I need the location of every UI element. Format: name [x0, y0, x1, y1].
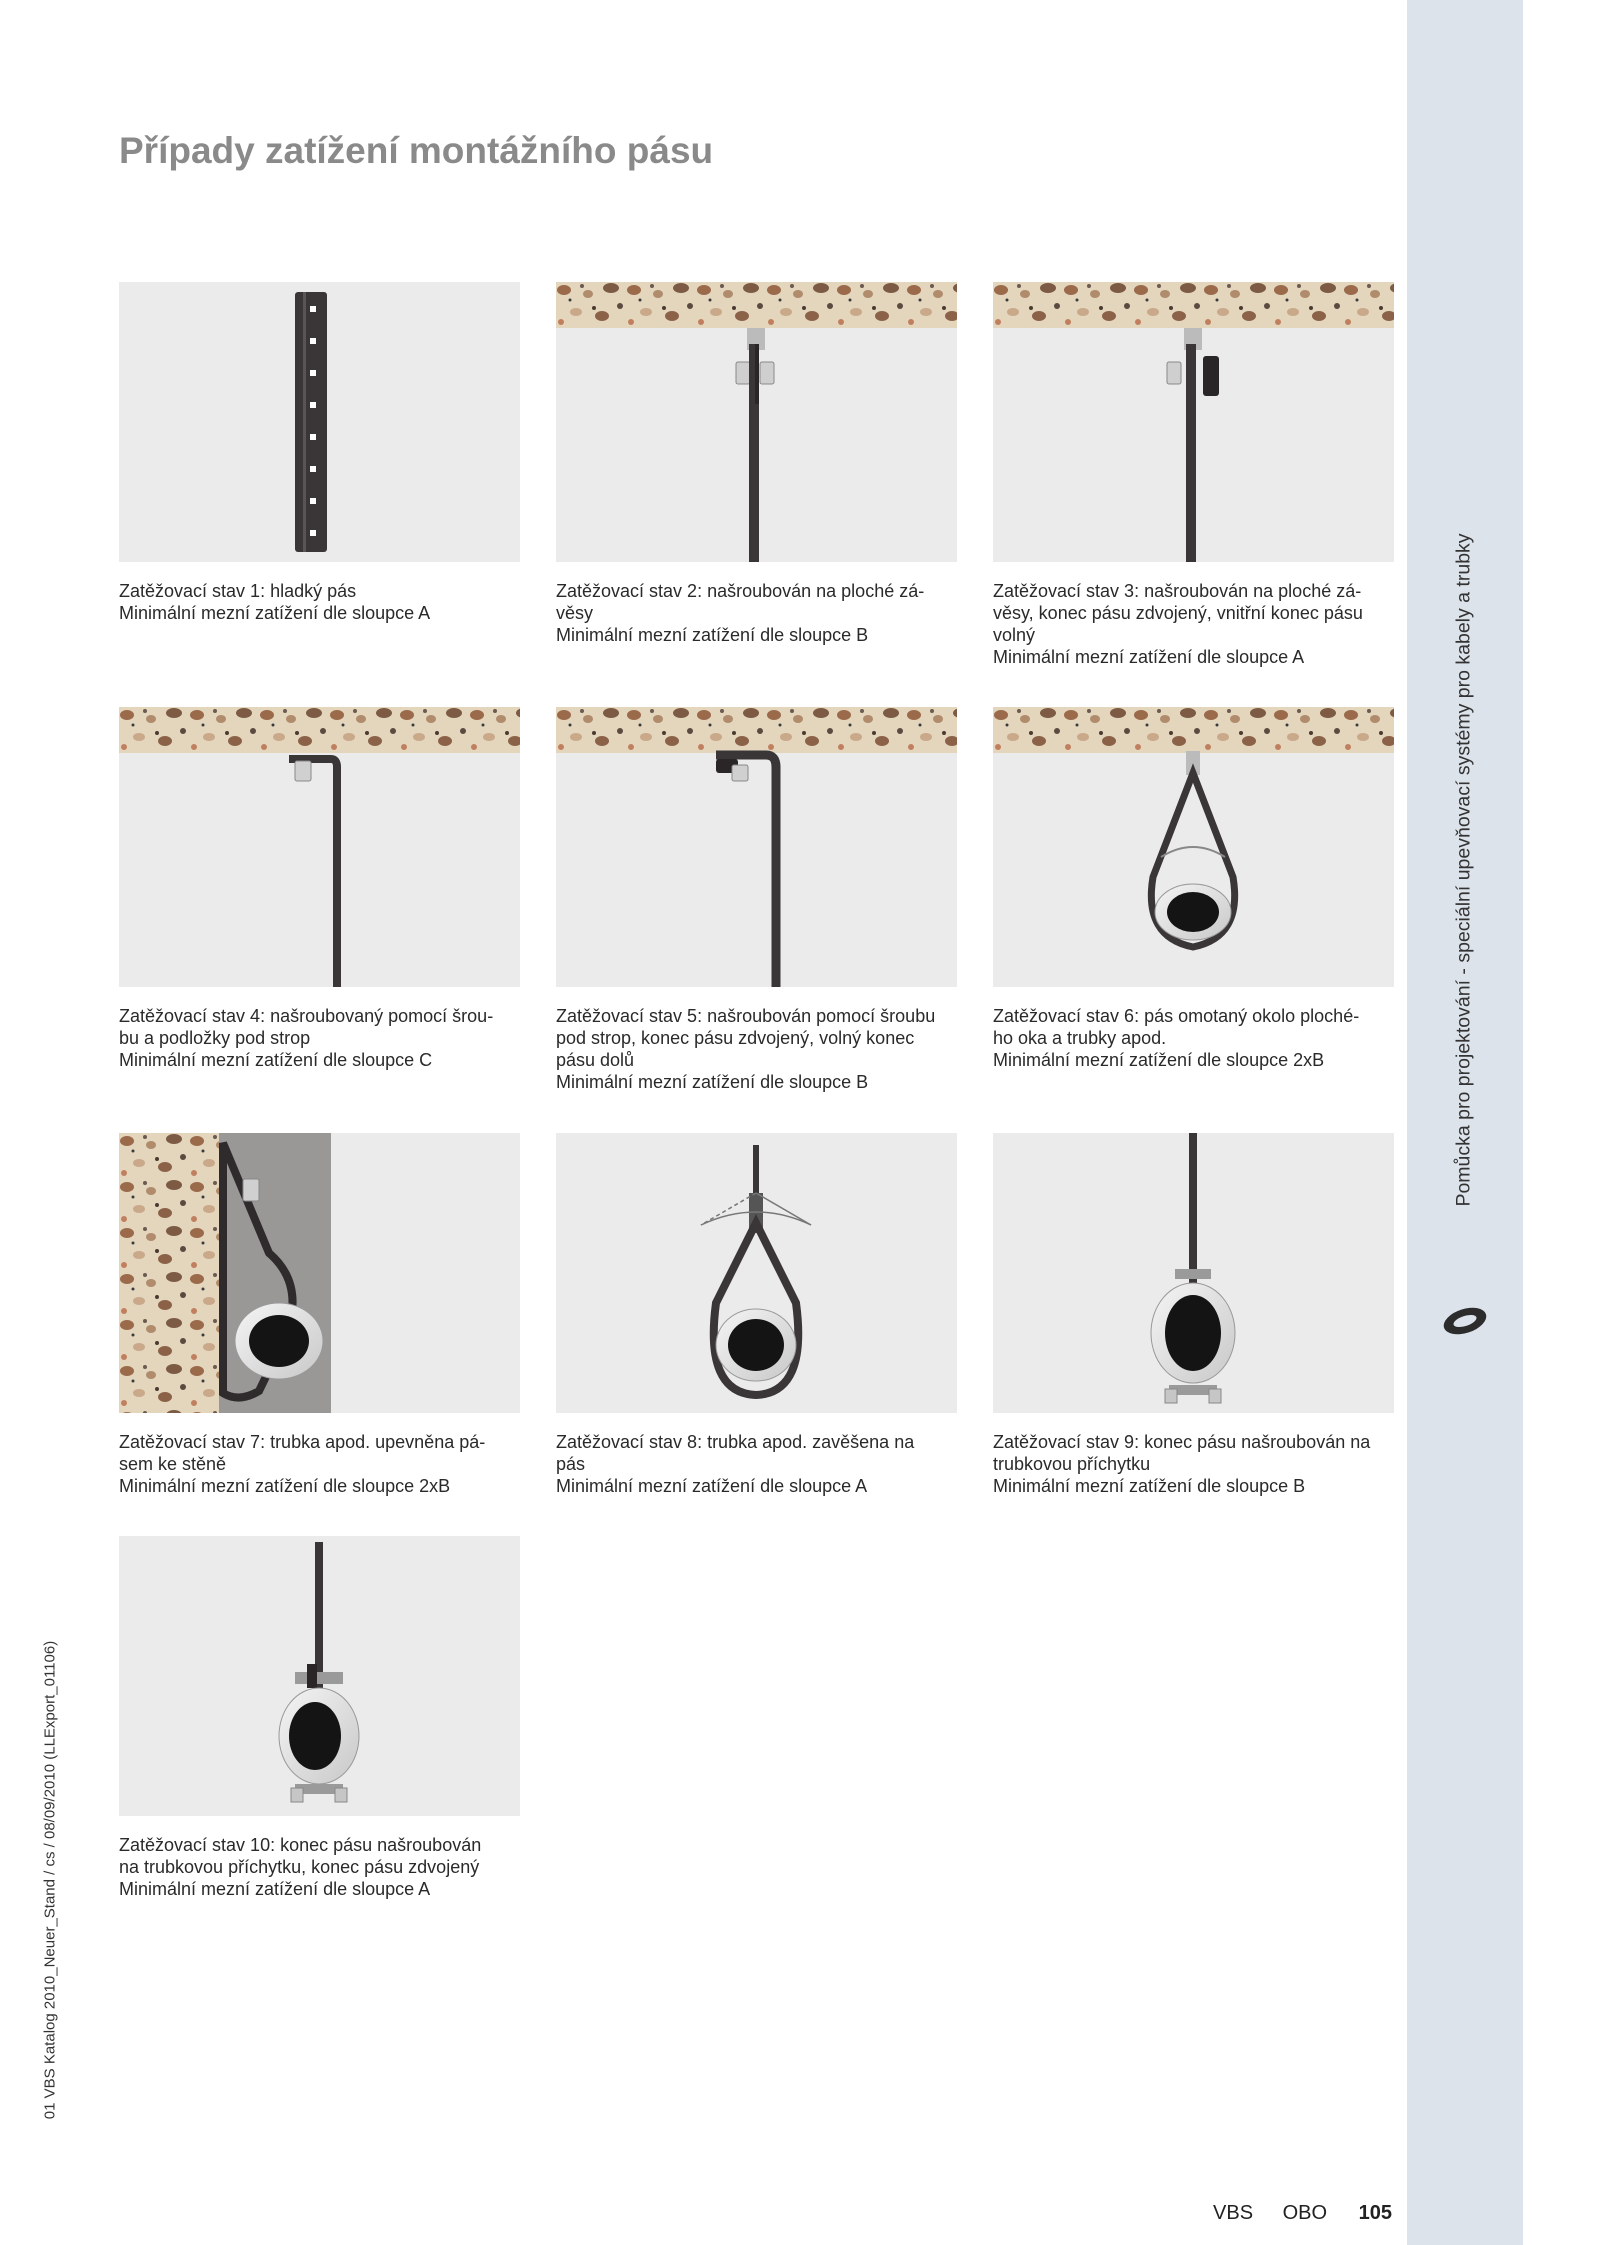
smooth-band-icon [119, 282, 520, 562]
pipe-clamp-doubled-icon [119, 1536, 520, 1816]
footer-brand: OBO [1282, 2202, 1328, 2224]
footer-series: VBS [1213, 2202, 1254, 2224]
sidebar-title: Pomůcka pro projektování - speciální upevňovací systémy pro kabely a trubky [1452, 533, 1475, 1207]
suspended-pipe-angle-icon [556, 1133, 957, 1413]
case-caption: Zatěžovací stav 9: konec pásu našroubován na trubkovou příchytku Minimální mezní zatížení dle sloupce B [993, 1432, 1371, 1496]
ceiling-bolt-doubled-icon [556, 707, 957, 987]
load-case-10 [119, 1536, 520, 1900]
ceiling-hanger-screwed-icon [556, 282, 957, 562]
case-caption: Zatěžovací stav 4: našroubovaný pomocí šrou- bu a podložky pod strop Minimální mezní zatížení dle sloupce C [119, 1006, 494, 1070]
load-case-8 [556, 1133, 957, 1497]
pipe-clamp-icon [993, 1133, 1394, 1413]
print-metadata: 01 VBS Katalog 2010_Neuer_Stand / cs / 08/09/2010 (LLExport_01106) [41, 1640, 59, 2120]
load-case-2 [556, 282, 957, 646]
page-title: Případy zatížení montážního pásu [119, 130, 714, 171]
case-caption: Zatěžovací stav 2: našroubován na ploché zá- věsy Minimální mezní zatížení dle sloupce B [556, 581, 925, 645]
page-footer [1189, 2202, 1392, 2225]
case-caption: Zatěžovací stav 10: konec pásu našroubován na trubkovou příchytku, konec pásu zdvojený Minimální mezní zatížení dle sloupce A [119, 1835, 482, 1899]
case-caption: Zatěžovací stav 6: pás omotaný okolo ploché- ho oka a trubky apod. Minimální mezní zatížení dle sloupce 2xB [993, 1006, 1360, 1070]
load-case-5 [556, 707, 957, 1093]
case-caption: Zatěžovací stav 7: trubka apod. upevněna pá- sem ke stěně Minimální mezní zatížení dle sloupce 2xB [119, 1432, 486, 1496]
obo-logo-icon [1436, 1303, 1494, 1339]
loop-eye-pipe-icon [993, 707, 1394, 987]
load-case-9 [993, 1133, 1394, 1497]
wall-pipe-icon [119, 1133, 520, 1413]
case-caption: Zatěžovací stav 8: trubka apod. zavěšena na pás Minimální mezní zatížení dle sloupce A [556, 1432, 915, 1496]
case-caption: Zatěžovací stav 1: hladký pás Minimální mezní zatížení dle sloupce A [119, 581, 431, 623]
case-caption: Zatěžovací stav 3: našroubován na ploché zá- věsy, konec pásu zdvojený, vnitřní konec pásu volný Minimální mezní zatížení dle sloupce A [993, 581, 1363, 667]
load-case-3 [993, 282, 1394, 668]
load-case-7 [119, 1133, 520, 1497]
ceiling-bolt-washer-icon [119, 707, 520, 987]
case-caption: Zatěžovací stav 5: našroubován pomocí šroubu pod strop, konec pásu zdvojený, volný konec pásu dolů Minimální mezní zatížení dle sloupce B [556, 1006, 936, 1092]
load-case-1 [119, 282, 520, 624]
load-case-4 [119, 707, 520, 1071]
ceiling-hanger-doubled-icon [993, 282, 1394, 562]
load-case-6 [993, 707, 1394, 1071]
page-number: 105 [1358, 2202, 1392, 2224]
